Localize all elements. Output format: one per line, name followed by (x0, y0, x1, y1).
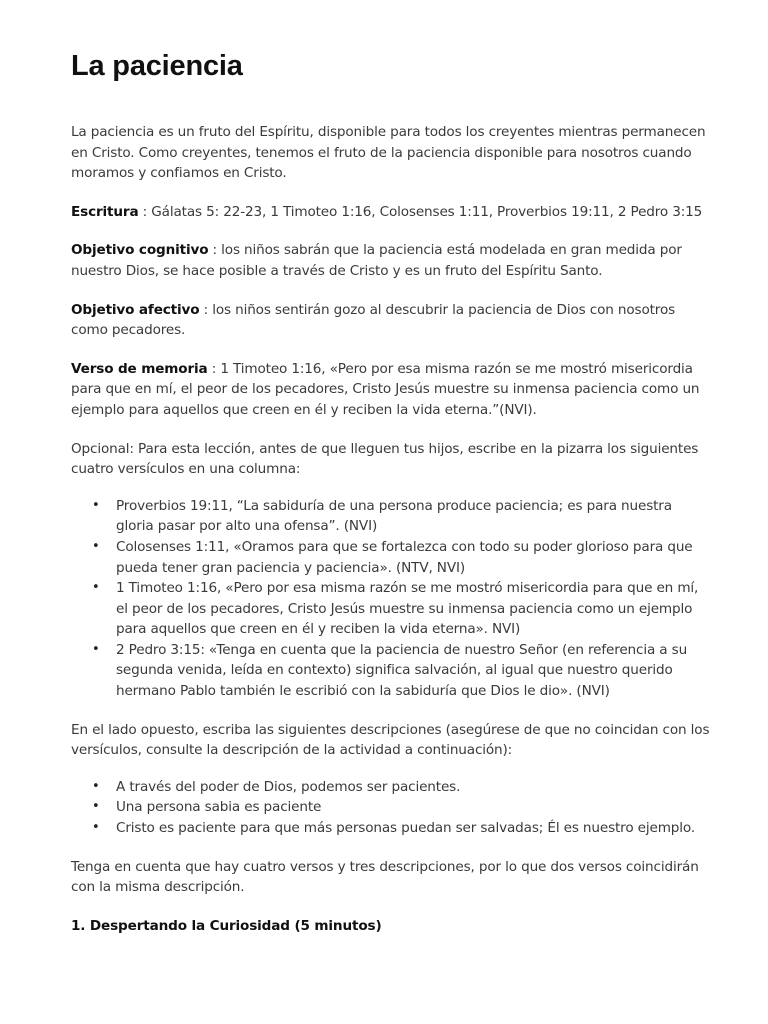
opcional-paragraph: Opcional: Para esta lección, antes de que lleguen tus hijos, escribe en la pizarra los siguientes cuatro versículos en una columna: (71, 440, 699, 478)
descriptions-list (71, 777, 711, 839)
list-item (71, 640, 711, 702)
objetivo-cognitivo-text: : los niños sabrán que la paciencia está modelada en gran medida por nuestro Dios, se hace posible a través de Cristo y es un fruto del Espíritu Santo. (71, 242, 682, 279)
bullet-icon: • (92, 641, 100, 657)
objetivo-cognitivo-label: Objetivo cognitivo (71, 242, 209, 259)
verso-memoria-label: Verso de memoria (71, 360, 208, 377)
objetivo-afectivo-label: Objetivo afectivo (71, 301, 200, 318)
section-heading: 1. Despertando la Curiosidad (5 minutos) (71, 917, 382, 934)
bullet-icon: • (92, 778, 100, 794)
list-item (71, 797, 711, 818)
list-item (71, 496, 711, 537)
list-item (71, 578, 711, 640)
objetivo-afectivo-paragraph (71, 300, 711, 341)
page-title: La paciencia (71, 50, 243, 82)
verse-text: Proverbios 19:11, “La sabiduría de una persona produce paciencia; es para nuestra gloria pasar por alto una ofensa”. (NVI) (116, 497, 672, 535)
list-item (71, 818, 711, 839)
description-text: Cristo es paciente para que más personas puedan ser salvadas; Él es nuestro ejemplo. (116, 820, 696, 837)
escritura-paragraph (71, 202, 711, 223)
list-item (71, 777, 711, 798)
description-text: Una persona sabia es paciente (116, 799, 322, 816)
lado-opuesto-paragraph: En el lado opuesto, escriba las siguientes descripciones (asegúrese de que no coincidan con los versículos, consulte la descripción de la actividad a continuación): (71, 721, 710, 759)
document-page (71, 44, 711, 936)
verse-text: 2 Pedro 3:15: «Tenga en cuenta que la paciencia de nuestro Señor (en referencia a su segunda venida, leída en contexto) significa salvación, al igual que nuestro querido hermano Pablo también le escribió con la sabiduría que Dios le dio». (NVI) (116, 641, 688, 700)
intro-paragraph: La paciencia es un fruto del Espíritu, disponible para todos los creyentes mientras permanecen en Cristo. Como creyentes, tenemos el fruto de la paciencia disponible para nosotros cuando moramos y confiamos en Cristo. (71, 124, 706, 182)
objetivo-afectivo-text: : los niños sentirán gozo al descubrir la paciencia de Dios con nosotros como pecadores. (71, 301, 676, 339)
verse-text: Colosenses 1:11, «Oramos para que se fortalezca con todo su poder glorioso para que pueda tener gran paciencia y paciencia». (NTV, NVI) (116, 538, 693, 576)
description-text: A través del poder de Dios, podemos ser pacientes. (116, 778, 461, 795)
verse-text: 1 Timoteo 1:16, «Pero por esa misma razón se me mostró misericordia para que en mí, el peor de los pecadores, Cristo Jesús muestre su inmensa paciencia como un ejemplo para aquellos que creen en él y reciben la vida eterna». NVI) (116, 580, 699, 638)
nota-paragraph: Tenga en cuenta que hay cuatro versos y tres descripciones, por lo que dos versos coincidirán con la misma descripción. (71, 858, 699, 896)
bullet-icon: • (92, 497, 100, 513)
escritura-text: : Gálatas 5: 22-23, 1 Timoteo 1:16, Colosenses 1:11, Proverbios 19:11, 2 Pedro 3:15 (138, 203, 703, 220)
list-item (71, 537, 711, 578)
verses-list (71, 496, 711, 702)
objetivo-cognitivo-paragraph (71, 240, 711, 281)
bullet-icon: • (92, 580, 100, 596)
escritura-label: Escritura (71, 203, 139, 220)
bullet-icon: • (92, 538, 100, 554)
verso-memoria-paragraph (71, 359, 711, 421)
bullet-icon: • (92, 820, 100, 836)
bullet-icon: • (92, 799, 100, 815)
verso-memoria-text: : 1 Timoteo 1:16, «Pero por esa misma razón se me mostró misericordia para que en mí, el peor de los pecadores, Cristo Jesús muestre su inmensa paciencia como un ejemplo para aquellos que creen en él y reciben la vida eterna.”(NVI). (71, 360, 700, 418)
